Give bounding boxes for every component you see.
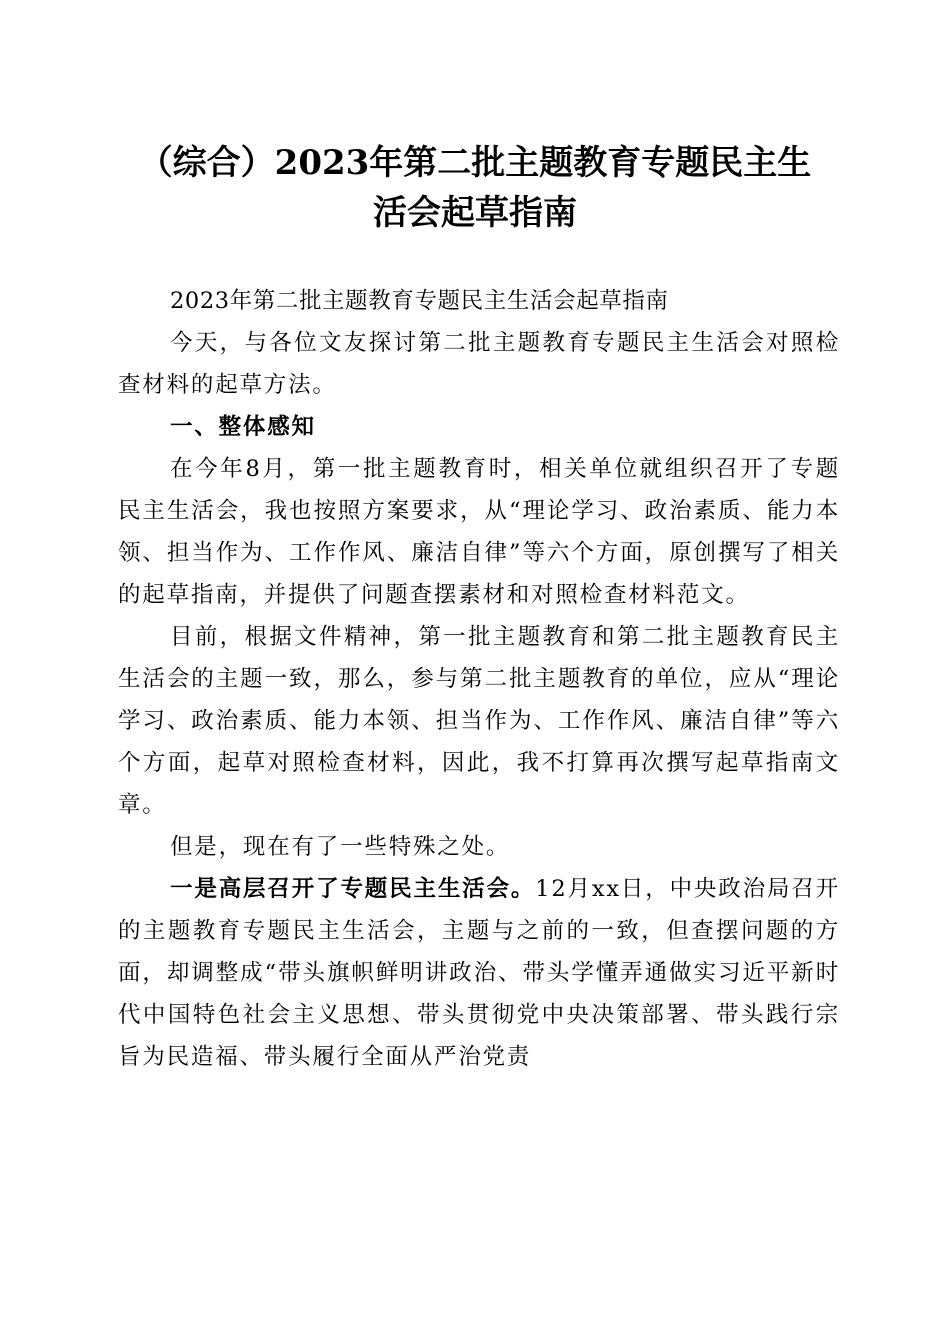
body-paragraph-3: 但是，现在有了一些特殊之处。 bbox=[170, 834, 511, 860]
paragraph-lead-bold: 一是高层召开了专题民主生活会。 bbox=[170, 876, 536, 902]
document-title bbox=[100, 138, 850, 238]
document-body bbox=[118, 280, 840, 1078]
title-line-2: 活会起草指南 bbox=[373, 193, 577, 233]
body-paragraph-2: 目前，根据文件精神，第一批主题教育和第二批主题教育民主生活会的主题一致，那么，参与第二批主题教育的单位，应从“理论学习、政治素质、能力本领、担当作为、工作作风、廉洁自律”等六个方面，起草对照检查材料，因此，我不打算再次撰写起草指南文章。 bbox=[118, 624, 840, 818]
title-line-1: （综合）2023年第二批主题教育专题民主生 bbox=[138, 143, 812, 183]
subtitle-paragraph: 2023年第二批主题教育专题民主生活会起草指南 bbox=[170, 288, 669, 314]
body-paragraph-4 bbox=[118, 868, 840, 1078]
paragraph-rest: 12月xx日，中央政治局召开的主题教育专题民主生活会，主题与之前的一致，但查摆问题的方面，却调整成“带头旗帜鲜明讲政治、带头学懂弄通做实习近平新时代中国特色社会主义思想、带头贯彻党中央决策部署、带头践行宗旨为民造福、带头履行全面从严治党责 bbox=[118, 876, 840, 1070]
body-paragraph-1: 在今年8月，第一批主题教育时，相关单位就组织召开了专题民主生活会，我也按照方案要求，从“理论学习、政治素质、能力本领、担当作为、工作作风、廉洁自律”等六个方面，原创撰写了相关的起草指南，并提供了问题查摆素材和对照检查材料范文。 bbox=[118, 456, 840, 608]
section-heading: 一、整体感知 bbox=[170, 414, 316, 440]
intro-paragraph: 今天，与各位文友探讨第二批主题教育专题民主生活会对照检查材料的起草方法。 bbox=[118, 330, 840, 398]
